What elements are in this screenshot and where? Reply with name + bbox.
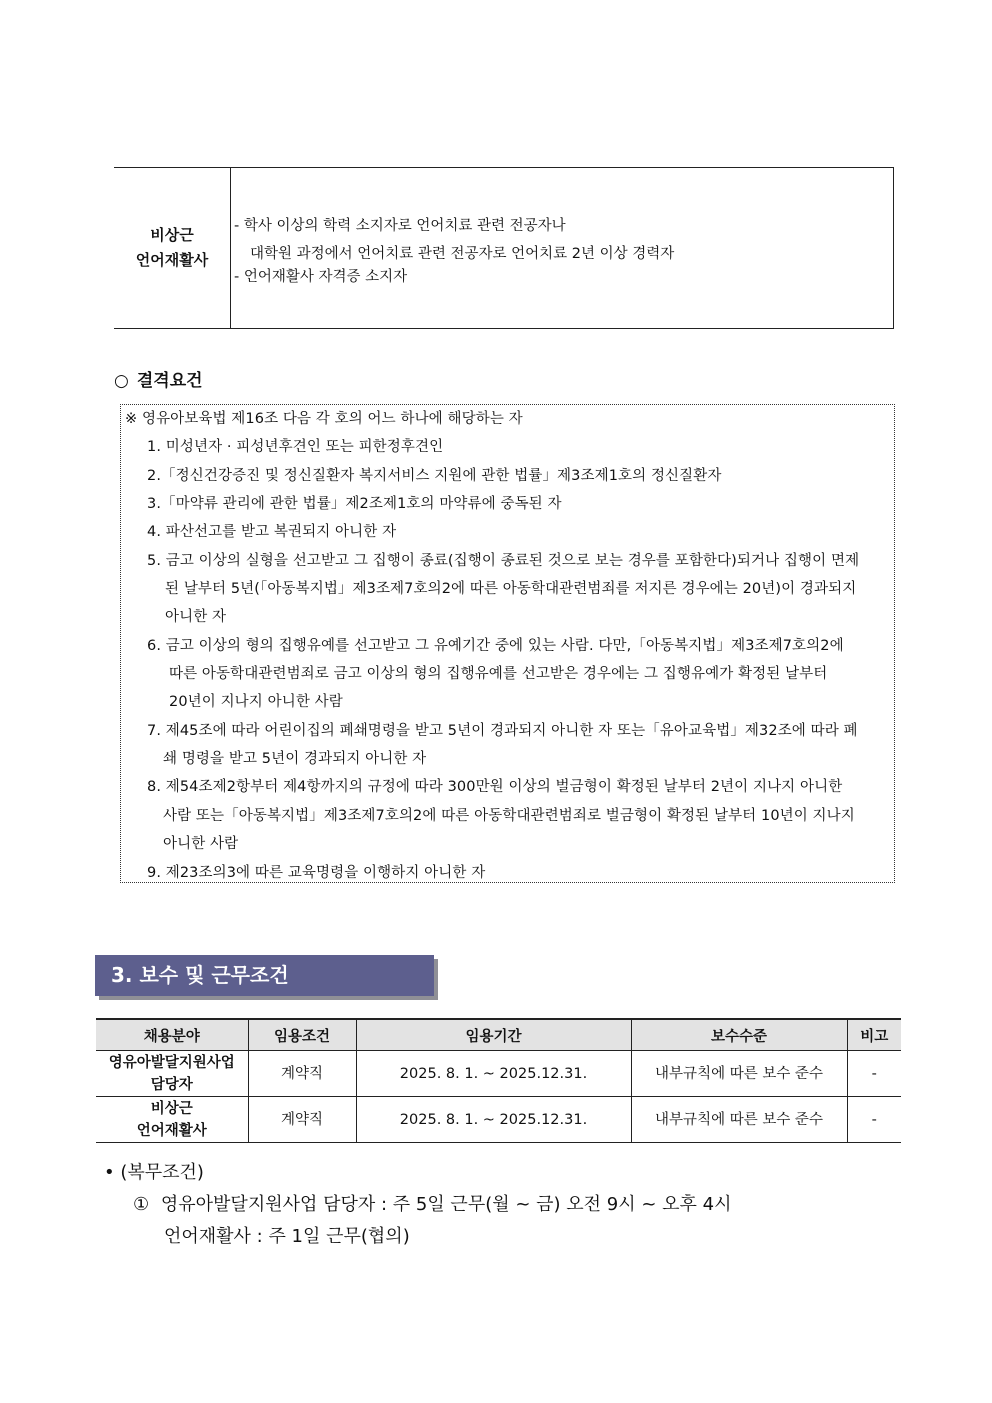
disqualification-item-cont: 된 날부터 5년(「아동복지법」제3조제7호의2에 따른 아동학대관련범죄를 저지른 경우에는 20년)이 경과되지 bbox=[165, 581, 857, 597]
work-heading-text: (복무조건) bbox=[120, 1162, 204, 1183]
disqualification-item-cont: 20년이 지나지 아니한 사람 bbox=[169, 694, 343, 710]
disqualification-item-cont: 아니한 자 bbox=[165, 609, 227, 625]
header-period: 임용기간 bbox=[356, 1019, 631, 1051]
qualification-field-cell bbox=[114, 168, 231, 328]
disqualification-item-cont: 사람 또는「아동복지법」제3조제7호의2에 따른 아동학대관련범죄로 벌금형이 확정된 날부터 10년이 지나지 bbox=[163, 808, 855, 824]
table-row bbox=[96, 1097, 901, 1143]
disqualification-item: 7. 제45조에 따라 어린이집의 폐쇄명령을 받고 5년이 경과되지 아니한 자 또는「유아교육법」제32조에 따라 폐 bbox=[147, 723, 858, 739]
header-condition: 임용조건 bbox=[248, 1019, 356, 1051]
disqualification-item: 3.「마약류 관리에 관한 법률」제2조제1호의 마약류에 중독된 자 bbox=[147, 496, 562, 512]
row-pay: 내부규칙에 따른 보수 준수 bbox=[631, 1051, 847, 1097]
disqualification-intro: ※ 영유아보육법 제16조 다음 각 호의 어느 하나에 해당하는 자 bbox=[125, 411, 523, 427]
row-pay: 내부규칙에 따른 보수 준수 bbox=[631, 1097, 847, 1143]
table-row bbox=[96, 1051, 901, 1097]
work-line-1-text: 영유아발달지원사업 담당자 : 주 5일 근무(월 ~ 금) 오전 9시 ~ 오후 4시 bbox=[160, 1194, 732, 1215]
disqualification-item-cont: 따른 아동학대관련범죄로 금고 이상의 형의 집행유예를 선고받은 경우에는 그 집행유예가 확정된 날부터 bbox=[169, 666, 828, 682]
disqualification-item: 9. 제23조의3에 따른 교육명령을 이행하지 아니한 자 bbox=[147, 865, 486, 881]
qualification-table bbox=[114, 167, 894, 329]
row-period: 2025. 8. 1. ~ 2025.12.31. bbox=[356, 1051, 631, 1097]
header-note: 비고 bbox=[847, 1019, 901, 1051]
bullet-icon: • bbox=[104, 1162, 115, 1183]
qualification-field-line2: 언어재활사 bbox=[135, 251, 209, 269]
pay-table bbox=[96, 1018, 901, 1143]
row-field-line1: 비상근 bbox=[150, 1100, 193, 1117]
disqualification-item: 2.「정신건강증진 및 정신질환자 복지서비스 지원에 관한 법률」제3조제1호의 정신질환자 bbox=[147, 468, 722, 484]
disqualification-item: 1. 미성년자 · 피성년후견인 또는 피한정후견인 bbox=[147, 439, 444, 455]
work-line-2: 언어재활사 : 주 1일 근무(협의) bbox=[164, 1226, 410, 1247]
row-note: - bbox=[847, 1051, 901, 1097]
pay-table-header-row bbox=[96, 1019, 901, 1051]
row-field bbox=[96, 1051, 248, 1097]
row-field bbox=[96, 1097, 248, 1143]
qualification-line: 대학원 과정에서 언어치료 관련 전공자로 언어치료 2년 이상 경력자 bbox=[250, 246, 675, 262]
qualification-line: - 언어재활사 자격증 소지자 bbox=[234, 269, 408, 285]
qualification-line: - 학사 이상의 학력 소지자로 언어치료 관련 전공자나 bbox=[234, 218, 566, 234]
row-period: 2025. 8. 1. ~ 2025.12.31. bbox=[356, 1097, 631, 1143]
disqualification-item-cont: 아니한 사람 bbox=[163, 836, 239, 852]
disqualification-item: 4. 파산선고를 받고 복권되지 아니한 자 bbox=[147, 524, 397, 540]
disqualification-heading bbox=[114, 366, 203, 391]
work-line-1 bbox=[133, 1190, 731, 1216]
row-note: - bbox=[847, 1097, 901, 1143]
disqualification-item: 8. 제54조제2항부터 제4항까지의 규정에 따라 300만원 이상의 벌금형이 확정된 날부터 2년이 지나지 아니한 bbox=[147, 779, 843, 795]
disqualification-item: 6. 금고 이상의 형의 집행유예를 선고받고 그 유예기간 중에 있는 사람. 다만,「아동복지법」제3조제7호의2에 bbox=[147, 638, 844, 654]
header-field: 채용분야 bbox=[96, 1019, 248, 1051]
qualification-requirements-cell bbox=[232, 168, 893, 328]
row-field-line2: 언어재활사 bbox=[136, 1122, 207, 1139]
disqualification-box bbox=[120, 404, 895, 883]
row-condition: 계약직 bbox=[248, 1097, 356, 1143]
qualification-field-line1: 비상근 bbox=[150, 226, 194, 244]
disqualification-item-cont: 쇄 명령을 받고 5년이 경과되지 아니한 자 bbox=[163, 751, 427, 767]
circled-one-icon: ① bbox=[133, 1194, 150, 1215]
row-field-line1: 영유아발달지원사업 bbox=[108, 1054, 235, 1071]
header-pay: 보수수준 bbox=[631, 1019, 847, 1051]
circle-bullet-icon: ○ bbox=[114, 371, 129, 391]
section3-header: 3. 보수 및 근무조건 bbox=[95, 955, 434, 996]
row-condition: 계약직 bbox=[248, 1051, 356, 1097]
disqualification-item: 5. 금고 이상의 실형을 선고받고 그 집행이 종료(집행이 종료된 것으로 보는 경우를 포함한다)되거나 집행이 면제 bbox=[147, 553, 860, 569]
disqualification-heading-text: 결격요건 bbox=[136, 371, 203, 391]
row-field-line2: 담당자 bbox=[150, 1076, 193, 1093]
work-heading bbox=[104, 1158, 204, 1184]
